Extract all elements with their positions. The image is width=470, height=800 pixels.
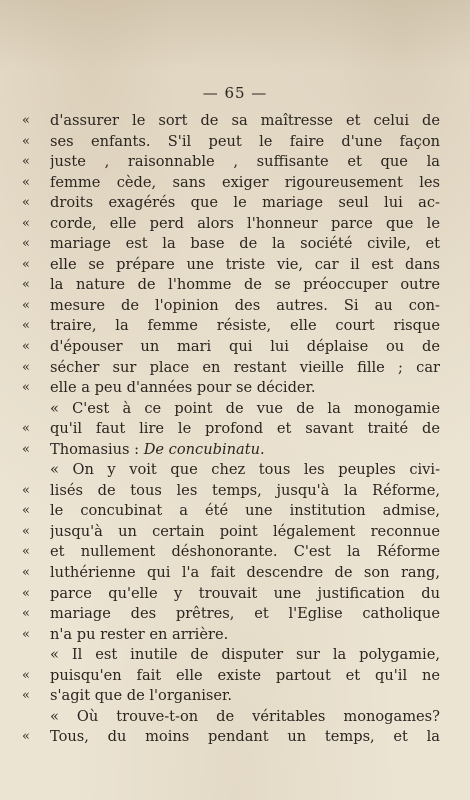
line-text (50, 193, 440, 214)
quote-mark: « (22, 277, 30, 293)
line-text-content: puisqu'en fait elle existe partout et qu'il ne (50, 666, 440, 684)
line-text-content: parce qu'elle y trouvait une justification du (50, 584, 440, 602)
quote-mark: « (22, 729, 30, 745)
body-text (22, 111, 440, 748)
quote-mark: « (22, 421, 30, 437)
line-indent (22, 399, 50, 420)
paper-stain (0, 0, 470, 70)
line-text-content: juste , raisonnable , suffisante et que la (50, 153, 440, 171)
line-text (50, 296, 440, 317)
text-line (22, 275, 440, 296)
line-text-content: le concubinat a été une institution admise, (50, 502, 440, 520)
line-text (50, 132, 440, 153)
line-text (50, 152, 440, 173)
text-line (22, 132, 440, 153)
line-text (50, 337, 440, 358)
text-line (22, 542, 440, 563)
quote-mark: « (22, 544, 30, 560)
quote-mark: « (22, 482, 30, 498)
line-text-content: elle a peu d'années pour se décider. (50, 379, 316, 397)
quote-mark: « (22, 606, 30, 622)
line-text (50, 399, 440, 420)
line-text-content: lisés de tous les temps, jusqu'à la Réforme, (50, 481, 440, 499)
line-text (50, 460, 440, 481)
line-indent (22, 460, 50, 481)
line-text-content: mariage est la base de la société civile, et (50, 235, 440, 253)
line-text-content: « Il est inutile de disputer sur la polygamie, (50, 646, 440, 664)
quote-mark: « (22, 503, 30, 519)
line-text (50, 584, 440, 605)
line-text-content: corde, elle perd alors l'honneur parce que le (50, 214, 440, 232)
quote-mark: « (22, 359, 30, 375)
quote-mark: « (22, 195, 30, 211)
text-line (22, 604, 440, 625)
text-line (22, 214, 440, 235)
text-line (22, 686, 440, 707)
line-text-content: « On y voit que chez tous les peuples civi- (50, 461, 440, 479)
text-line (22, 234, 440, 255)
quote-mark: « (22, 256, 30, 272)
text-line (22, 378, 440, 399)
line-text (50, 214, 440, 235)
text-line (22, 173, 440, 194)
line-text (50, 522, 440, 543)
text-line (22, 666, 440, 687)
page-number: — 65 — (202, 84, 268, 102)
text-line (22, 481, 440, 502)
line-text (50, 234, 440, 255)
quote-mark: « (22, 236, 30, 252)
quote-mark: « (22, 339, 30, 355)
line-text (50, 419, 440, 440)
quote-mark: « (22, 441, 30, 457)
quote-mark: « (22, 318, 30, 334)
quote-mark: « (22, 626, 30, 642)
line-text-content: Thomasius : (50, 440, 144, 458)
text-line (22, 625, 440, 646)
line-text-content: mariage des prêtres, et l'Eglise catholique (50, 605, 440, 623)
text-line (22, 707, 440, 728)
line-text (50, 604, 440, 625)
quote-mark: « (22, 585, 30, 601)
text-line (22, 399, 440, 420)
line-text-content: sécher sur place en restant vieille fille ; car (50, 358, 440, 376)
text-line (22, 419, 440, 440)
line-text (50, 501, 440, 522)
line-text-content: qu'il faut lire le profond et savant traité de (50, 420, 440, 438)
line-text (50, 111, 440, 132)
text-line (22, 563, 440, 584)
line-text-content: droits exagérés que le mariage seul lui ac- (50, 194, 440, 212)
quote-mark: « (22, 297, 30, 313)
line-text-content: ses enfants. S'il peut le faire d'une façon (50, 132, 440, 150)
text-line (22, 337, 440, 358)
text-line (22, 316, 440, 337)
line-text-content: la nature de l'homme de se préoccuper outre (50, 276, 440, 294)
line-indent (22, 707, 50, 728)
line-text-content: « Où trouve-t-on de véritables monogames? (50, 707, 440, 725)
italic-title: De concubinatu. (143, 440, 265, 458)
line-text-content: d'épouser un mari qui lui déplaise ou de (50, 338, 440, 356)
line-text-content: n'a pu rester en arrière. (50, 625, 229, 643)
line-text (50, 686, 440, 707)
text-line (22, 522, 440, 543)
line-text (50, 275, 440, 296)
line-text-content: « C'est à ce point de vue de la monogamie (50, 399, 440, 417)
quote-mark: « (22, 174, 30, 190)
quote-mark: « (22, 667, 30, 683)
text-line (22, 255, 440, 276)
text-line (22, 296, 440, 317)
line-indent (22, 645, 50, 666)
line-text-content: mesure de l'opinion des autres. Si au con- (50, 296, 440, 314)
text-line (22, 645, 440, 666)
quote-mark: « (22, 154, 30, 170)
line-text-content: et nullement déshonorante. C'est la Réforme (50, 543, 440, 561)
line-text-content: elle se prépare une triste vie, car il est dans (50, 255, 440, 273)
line-text-content: traire, la femme résiste, elle court risque (50, 317, 440, 335)
text-line (22, 358, 440, 379)
text-line (22, 727, 440, 748)
line-text-content: d'assurer le sort de sa maîtresse et celui de (50, 112, 440, 129)
line-text (50, 378, 440, 399)
line-text (50, 707, 440, 728)
line-text-content: femme cède, sans exiger rigoureusement les (50, 173, 440, 191)
quote-mark: « (22, 523, 30, 539)
text-line (22, 460, 440, 481)
line-text-content: Tous, du moins pendant un temps, et la (50, 728, 440, 746)
line-text (50, 316, 440, 337)
quote-mark: « (22, 113, 30, 128)
text-line (22, 193, 440, 214)
quote-mark: « (22, 215, 30, 231)
text-line (22, 501, 440, 522)
line-text (50, 563, 440, 584)
line-text (50, 542, 440, 563)
line-text (50, 358, 440, 379)
line-text (50, 481, 440, 502)
text-line (22, 584, 440, 605)
line-text (50, 625, 440, 646)
line-text (50, 727, 440, 748)
quote-mark: « (22, 565, 30, 581)
line-text (50, 255, 440, 276)
line-text (50, 666, 440, 687)
quote-mark: « (22, 133, 30, 149)
line-text-content: s'agit que de l'organiser. (50, 687, 233, 705)
text-line (22, 152, 440, 173)
line-text (50, 440, 440, 461)
quote-mark: « (22, 380, 30, 396)
line-text (50, 645, 440, 666)
line-text-content: luthérienne qui l'a fait descendre de son rang, (50, 564, 440, 582)
quote-mark: « (22, 688, 30, 704)
text-line (22, 440, 440, 461)
line-text (50, 173, 440, 194)
line-text-content: jusqu'à un certain point légalement reconnue (50, 522, 440, 540)
text-line (22, 111, 440, 132)
